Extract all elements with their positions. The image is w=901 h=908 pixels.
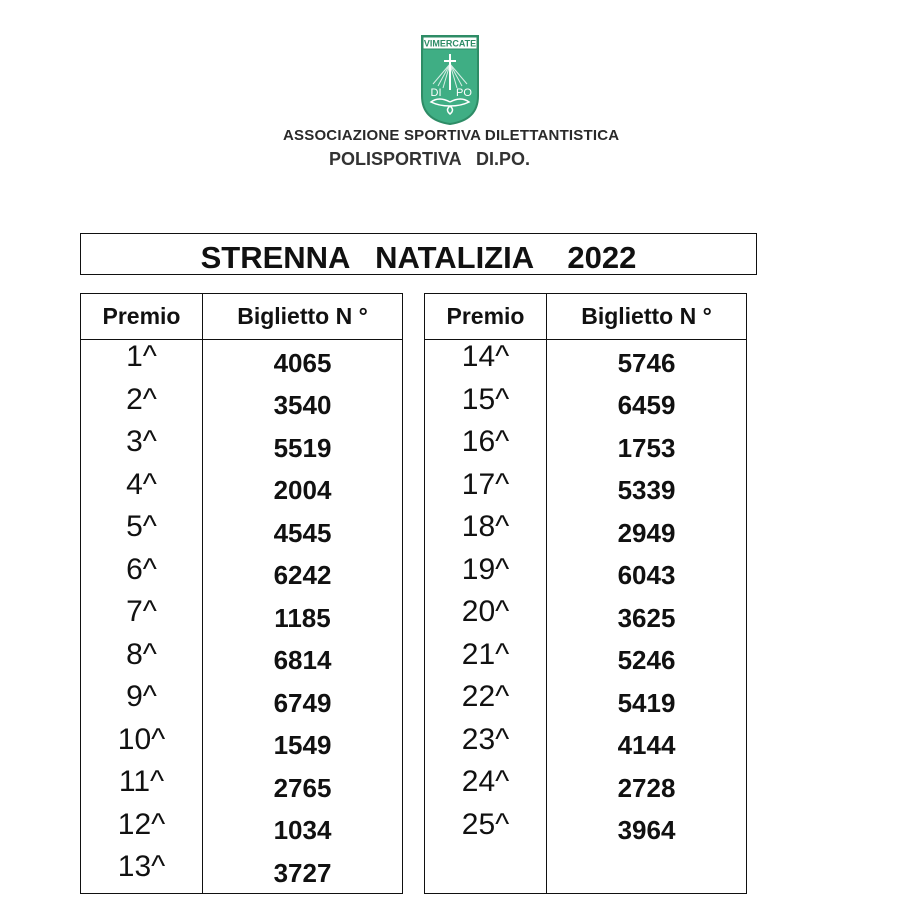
ticket-cell [547, 808, 747, 851]
premio-value: 14^ [461, 340, 510, 374]
premio-cell [425, 723, 547, 766]
table-row [425, 383, 747, 426]
premio-cell [81, 510, 203, 553]
ticket-cell [203, 553, 403, 596]
org-name-line2: POLISPORTIVA DI.PO. [329, 149, 531, 169]
ticket-cell [547, 340, 747, 383]
ticket-value: 3625 [617, 602, 676, 633]
logo-banner-text: VIMERCATE [423, 38, 477, 49]
premio-value: 3^ [126, 425, 157, 459]
table-row [81, 553, 403, 596]
premio-value: 1^ [126, 340, 157, 374]
premio-value: 9^ [126, 680, 157, 714]
ticket-value: 1185 [274, 602, 331, 633]
ticket-cell [547, 468, 747, 511]
premio-cell [81, 383, 203, 426]
premio-cell [425, 765, 547, 808]
ticket-cell [203, 468, 403, 511]
table-row [81, 638, 403, 681]
ticket-value: 1753 [617, 432, 676, 463]
ticket-cell [547, 680, 747, 723]
ticket-cell [203, 510, 403, 553]
prize-table-left [80, 293, 403, 894]
ticket-value: 4065 [273, 347, 332, 378]
ticket-cell [547, 425, 747, 468]
ticket-cell [547, 723, 747, 766]
ticket-value: 6459 [617, 390, 676, 421]
prize-table-right [424, 293, 747, 894]
table-row [81, 383, 403, 426]
ticket-cell [547, 553, 747, 596]
org-name-line1: ASSOCIAZIONE SPORTIVA DILETTANTISTICA [283, 127, 620, 144]
ticket-value: 1034 [273, 815, 332, 846]
club-logo [419, 34, 481, 126]
table-row [81, 680, 403, 723]
table-row [425, 553, 747, 596]
ticket-value: 6814 [273, 645, 332, 676]
premio-cell [425, 425, 547, 468]
ticket-value: 6242 [273, 560, 332, 591]
ticket-value: 6043 [617, 560, 676, 591]
table-row [81, 468, 403, 511]
header-ticket: Biglietto N ° [203, 294, 403, 340]
premio-cell [81, 680, 203, 723]
header-premio: Premio [425, 294, 547, 340]
premio-cell [425, 340, 547, 383]
premio-cell [81, 595, 203, 638]
ticket-value: 3540 [273, 390, 332, 421]
ticket-value: 3727 [273, 857, 332, 888]
ticket-value: 2765 [273, 772, 332, 803]
premio-value: 8^ [126, 637, 157, 671]
premio-value: 21^ [461, 637, 510, 671]
ticket-value: 4144 [617, 730, 676, 761]
ticket-cell [547, 595, 747, 638]
premio-value: 12^ [117, 807, 166, 841]
premio-cell [81, 808, 203, 851]
ticket-value: 6749 [273, 687, 332, 718]
ticket-cell [203, 425, 403, 468]
table-row [81, 850, 403, 893]
ticket-cell [203, 723, 403, 766]
table-row [81, 723, 403, 766]
ticket-cell [547, 383, 747, 426]
ticket-cell [203, 595, 403, 638]
ticket-value: 5519 [273, 432, 332, 463]
table-row [81, 340, 403, 383]
table-header-row [81, 294, 403, 340]
premio-value: 18^ [461, 510, 510, 544]
table-row [425, 340, 747, 383]
table-row [425, 680, 747, 723]
premio-cell [425, 468, 547, 511]
page-title: STRENNA NATALIZIA 2022 [200, 240, 637, 275]
premio-value: 24^ [461, 765, 510, 799]
ticket-value: 5746 [617, 347, 676, 378]
ticket-value: 5419 [617, 687, 676, 718]
ticket-cell [203, 680, 403, 723]
premio-value: 15^ [461, 382, 510, 416]
table-row [425, 595, 747, 638]
table-header-row [425, 294, 747, 340]
ticket-value: 5339 [617, 475, 676, 506]
table-row [81, 595, 403, 638]
premio-cell [81, 765, 203, 808]
header-premio: Premio [81, 294, 203, 340]
premio-cell [425, 510, 547, 553]
premio-value: 11^ [118, 765, 165, 799]
premio-cell [425, 638, 547, 681]
premio-value: 25^ [461, 807, 510, 841]
premio-cell [425, 808, 547, 851]
logo-initials-left: DI [430, 87, 442, 99]
premio-cell [81, 340, 203, 383]
premio-cell [81, 425, 203, 468]
ticket-cell [547, 510, 747, 553]
prize-table-left-body [81, 340, 403, 894]
ticket-value: 1549 [273, 730, 332, 761]
ticket-value: 4545 [273, 517, 332, 548]
table-row [425, 425, 747, 468]
logo-initials-right: PO [456, 87, 472, 99]
ticket-value: 5246 [617, 645, 676, 676]
ticket-cell [547, 638, 747, 681]
premio-cell [425, 383, 547, 426]
ticket-value: 2949 [617, 517, 676, 548]
premio-value: 10^ [117, 722, 166, 756]
premio-value: 2^ [126, 382, 157, 416]
premio-value: 20^ [461, 595, 510, 629]
table-row [425, 765, 747, 808]
ticket-cell [203, 638, 403, 681]
premio-cell [81, 850, 203, 893]
header-ticket: Biglietto N ° [547, 294, 747, 340]
table-row-empty [425, 850, 747, 893]
title-box [80, 233, 757, 275]
premio-value: 5^ [126, 510, 157, 544]
premio-cell [81, 723, 203, 766]
ticket-cell [203, 765, 403, 808]
ticket-cell [203, 850, 403, 893]
premio-value: 22^ [461, 680, 510, 714]
ticket-cell [203, 808, 403, 851]
premio-value: 23^ [461, 722, 510, 756]
table-row [425, 808, 747, 851]
ticket-value: 2728 [617, 772, 676, 803]
premio-value: 7^ [126, 595, 157, 629]
premio-value: 16^ [461, 425, 510, 459]
table-row [425, 723, 747, 766]
ticket-value: 3964 [617, 815, 676, 846]
premio-value: 17^ [461, 467, 510, 501]
table-row [81, 425, 403, 468]
premio-value: 6^ [126, 552, 157, 586]
premio-cell [81, 638, 203, 681]
ticket-cell [203, 340, 403, 383]
premio-cell [81, 553, 203, 596]
table-row [81, 510, 403, 553]
ticket-value: 2004 [273, 475, 332, 506]
table-row [81, 765, 403, 808]
premio-value: 19^ [461, 552, 510, 586]
premio-cell [81, 468, 203, 511]
table-row [425, 468, 747, 511]
prize-table-right-body [425, 340, 747, 894]
premio-value: 4^ [126, 467, 157, 501]
ticket-cell [203, 383, 403, 426]
ticket-cell [547, 765, 747, 808]
table-row [425, 638, 747, 681]
premio-cell [425, 553, 547, 596]
premio-cell [425, 595, 547, 638]
table-row [425, 510, 747, 553]
table-row [81, 808, 403, 851]
premio-value: 13^ [117, 850, 166, 884]
premio-cell [425, 680, 547, 723]
